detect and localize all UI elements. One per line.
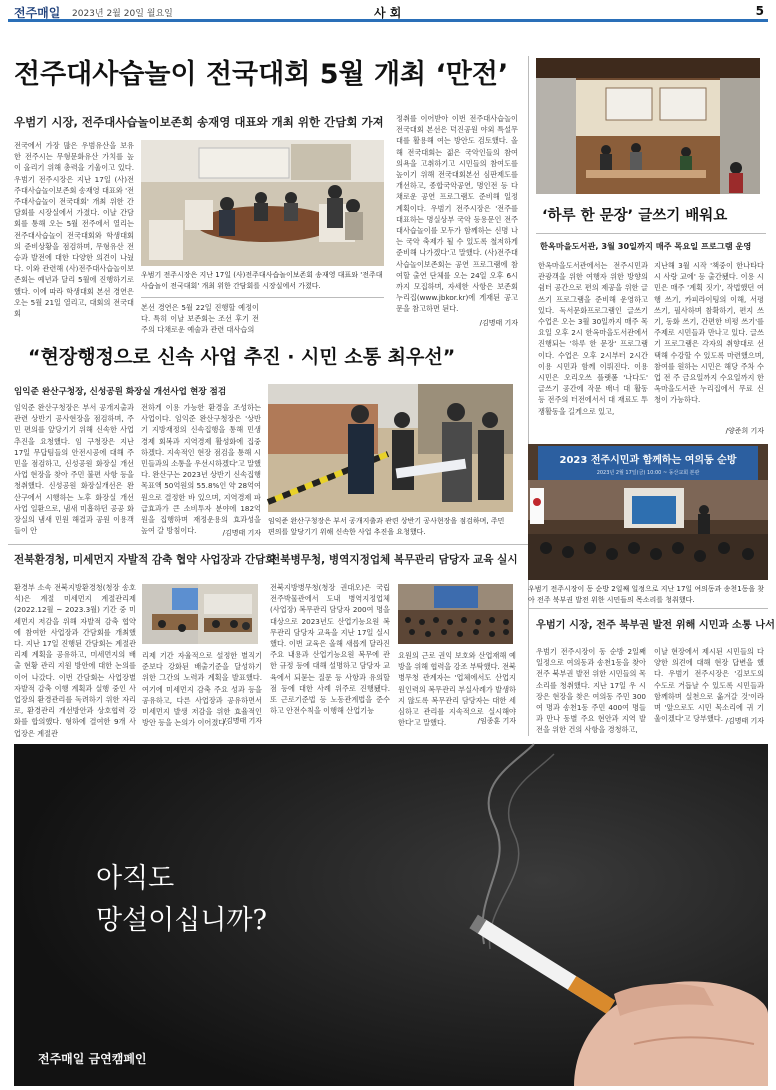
ad-line-1: 아직도 bbox=[96, 863, 175, 894]
samun-col-1: 우범기 전주시장이 동 순방 2일째 일정으로 여의동과 송천1동을 찾아 전주 북부권 발전 위한 시민들의 목소리를 청취했다. 지난 17일 우 시장은 현장을 찾은 여의동 주민 300여 명과 송천1동 주민 400여 명들과 만나 동별 주요 현안과 지역 발전을 위한 건의 사항을 경청하고, bbox=[536, 647, 646, 735]
samun-photo-caption: 우범기 전주시장이 동 순방 2일째 일정으로 지난 17일 여의동과 송천1동을 찾아 전주 북부권 발전 위한 시민들의 목소리를 청취했다. bbox=[528, 585, 765, 604]
samun-banner-title: 2023 전주시민과 함께하는 여의동 순방 bbox=[559, 455, 737, 466]
ad-footer: 전주매일 금연캠페인 bbox=[38, 1052, 147, 1066]
field-photo-caption: 임익준 완산구청장은 부서 공개지출과 관련 상반기 공사현장을 점검하며, 주민 편의를 앞당기기 위해 신속한 사업 추진을 요청했다. bbox=[268, 517, 505, 536]
field-byline: /김명태 기자 bbox=[222, 529, 261, 537]
lead-subhead: 우범기 시장, 전주대사습놀이보존회 송재영 대표와 개최 위한 간담회 가져 bbox=[14, 115, 384, 129]
issue-date: 2023년 2월 20일 월요일 bbox=[72, 9, 173, 19]
field-col-2: 전하게 이용 가능한 환경을 조성하는 사업이다. 임익준 완산구청장은 '상반기 지방재정의 신속집행을 통해 민생경제 회복과 지역경제 활성화에 집중하겠다. 지속적인 현장 점검을 통해 시민들과의 소통을 우선시하겠다'고 말했다. 완산구는 2023년 상반기 신속집행 목표액 50억원의 55.8%인 약 28억여원으로 결정한 바 있으며, 지역경제 파급효과가 큰 소비투자 분야에 182억 원을 집행하며 재정운용의 효과성을 높여 갈 방침이다. bbox=[141, 403, 261, 536]
lead-col-2b bbox=[266, 302, 384, 332]
ad-line-2: 망설이십니까? bbox=[96, 905, 267, 936]
writing-col-1: 한옥마을도서관에서는 전주시민과 관광객을 위한 여행자 위한 방향의 쉼터 공간으로 편의 제공을 위한 글쓰기 프로그램을 준비해 운영하고 있다. 독서문화프로그램인 글쓰기 수업은 오는 3월 30일까지 매주 목요일 오후 2시 한옥마을도서관에서 진행되는 '하루 한 문장' 프로그램이다. 수업은 오후 2시부터 2시간 이용 시민과 함께 이뤄진다. 이용 시민은 오리오쓰 플랫폼 '나다도' 글쓰기 공간에 작문 배너 대 활동 등 전주의 터전에서서 대 재료도 투쟁활동을 길게으로 있고, bbox=[538, 261, 648, 416]
writing-subhead: 한옥마을도서관, 3월 30일까지 매주 목요일 프로그램 운영 bbox=[540, 241, 752, 251]
lead-col-3: 정취를 이어받아 이번 전주대사습놀이 전국대회 본선은 덕진공원 야외 특설무대를 활용해 여는 방안도 검토했다. 올해 전국대회는 젊은 국악인들의 참여 의욕을 고취하기고 시민들의 참여도를 높이기 위해 전국대회본선 심판제도를 개선하고, 종합국악공연, 명인전 등 다채로운 공연 프로그램도 준비해 일정 계획이다. 우범기 전주시장은 '전주를 대표하는 명실상부 국악 등용문인 전주대사습놀이를 모두가 함께하는 신명 나는 국악 축제가 될 수 있도록 철저하게 준비해 나가겠다'고 말했다. (사)전주대사습놀이보존회는 공연 프로그램에 참여할 출연 단체를 오는 24일 오후 6시까지 모집하며, 자세한 사항은 보존회 누리집(www.jbkor.kr)에 게재된 공고문을 참고하면 된다. bbox=[396, 114, 518, 314]
lead-photo bbox=[141, 140, 384, 266]
masthead bbox=[8, 4, 768, 22]
military-photo bbox=[398, 584, 513, 644]
column-rule bbox=[528, 56, 529, 736]
paper-name: 전주매일 bbox=[14, 6, 61, 20]
lead-photo-caption: 우범기 전주시장은 지난 17일 (사)전주대사습놀이보존회 송재영 대표와 '전주대사습놀이 전국대회' 개최 위한 간담회를 시장실에서 가졌다. bbox=[141, 271, 383, 290]
military-col-1: 전북지방병무청(청장 권대오)은 국립전주박물관에서 도내 병역지정업체 (사업장) 복무관리 담당자 200여 명을 대상으로 2023년도 산업기능요원 복무관리 담당자 교육을 지난 17일 실시했다. 이번 교육은 올해 새롭게 달라진 주요 내용과 산업기능요원 복무에 관한 규정 등에 대해 설명하고 담당자 교육에서 되묻는 질문 등 사항과 유의할 점 등에 대한 사례 위주로 진행됐다. 또 근로기준법 등 노동관계법을 준수하고 안전수칙을 이행해 산업기능 bbox=[270, 583, 390, 716]
env-col-2: 리제 기간 자율적으로 설정한 별직기준보다 강화된 배출기준을 달성하기 위한 그간의 노력과 계획을 발표했다. 여기에 미세먼지 감축 주요 성과 등을 공유하고, 다른 사업장과 공유하면서 미세먼지 발생 저감을 위한 효율적인 방안 등을 논의가 이어졌다. bbox=[142, 651, 262, 728]
field-headline: “현장행정으로 신속 사업 추진 · 시민 소통 최우선” bbox=[28, 346, 456, 368]
writing-headline: ‘하루 한 문장’ 글쓰기 배워요 bbox=[542, 208, 728, 224]
samun-col-2: 이날 현장에서 제시된 시민들의 다양한 의견에 대해 현장 답변을 했다. 우범기 전주시장은 '김보도의 수도로 거듭날 수 있도록 시민들과 함께하며 실천으로 옮겨갈 것'이라며 '앞으로도 시민 목소리에 귀 기울이겠다'고 당부했다. bbox=[654, 647, 764, 724]
lead-byline: /김명태 기자 bbox=[479, 319, 518, 327]
env-photo-2 bbox=[198, 584, 258, 644]
field-col-1: 임익준 완산구청장은 부서 공개지출과 관련 상반기 공사현장을 점검하며, 주민 편의를 앞당기기 위해 신속한 사업 추진을 요청했다. 임 구청장은 지난 17일 무답팀들의 안전시공에 대해 주민을 점검하고, 신성공원 화장실 개선사업 현장을 찾아 주민 불편 사항 등을 청취했다. 신성공원 화장실개선은 완산구에서 시행하는 노후 화장실 개선사업 일환으로, 냄새 미흡하던 공공 화장실의 냄새 민원 해결과 공원 이용객들이 안 bbox=[14, 403, 134, 536]
caption-divider bbox=[141, 297, 384, 298]
section-name: 사 회 bbox=[374, 6, 402, 20]
writing-byline: /양준희 기자 bbox=[725, 427, 764, 435]
writing-col-2: 지난해 3월 시작 '책중이 한나타다 시 사랑 교에' 등 출간됐다. 이용 시민은 매주 '계획 짓기', 작법했던 여행 쓰기, 카피라이팅의 이해, 서평 쓰기, 필사하며 참확하기, 편지 쓰기, 동화 쓰기, 간편한 비평 쓰기'를 주제로 시민들과 만나고 있다. 글쓰기 프로그램은 각자의 취향대로 선택해 수강할 수 있도록 마련했으며, 참여를 원하는 시민은 해당 주차 수업 전 주 금요일까지 수요일까지 한옥마을도서관 누리집에서 무료 신청이 가능하다. bbox=[654, 261, 764, 405]
samun-byline: /김명태 기자 bbox=[725, 717, 764, 725]
samun-divider bbox=[528, 608, 768, 609]
lead-col-2: 본선 경연은 5월 22일 진행할 예정이다. 특히 이날 보존회는 조선 후기 전주의 다채로운 예술과 관련 대사습의 bbox=[141, 303, 259, 335]
samun-banner-date: 2023년 2월 17일(금) 10:00 ~ 동산교회 본관 bbox=[596, 470, 700, 476]
military-headline: 전북병무청, 병역지정업체 복무관리 담당자 교육 실시 bbox=[270, 554, 518, 566]
military-col-2: 요원의 근로 권익 보호와 산업재해 예방을 위해 협력을 강조 부탁했다. 전북병무청 관계자는 '업체에서도 산업지원인력의 복무관리 부실사례가 발생하지 않도록 복무관리 담당자는 대한 세심하고 관리를 지속적으로 실시해야 한다'고 말했다. bbox=[398, 651, 516, 728]
samun-photo bbox=[528, 444, 768, 580]
env-byline: /김명태 기자 bbox=[223, 717, 262, 725]
env-headline: 전북환경청, 미세먼지 자발적 감축 협약 사업장과 간담회 bbox=[14, 554, 276, 566]
env-col-1: 환경부 소속 전북지방환경청(청장 송호석)은 계절 미세먼지 계절관리제 (2022.12월 ~ 2023.3월) 기간 중 미세먼지 저감을 위해 자발적 감축 협약에 참여한 사업장과 간담회를 개최했다. 지난 17일 진행된 간담회는 계절관리제 계획을 공유하고, 미세먼지의 배출 현황 관리 지원 방안에 대한 논의를 이어 나갔다. 이번 간담회는 사업장별 자발적 감축 이행 계획과 실행 중인 사업장의 환경관리를 독려하기 위한 자리로, 환경관리 개선방안과 상호협력 강화를 합의했다. 형하에 결여한 9개 사업장은 계절관 bbox=[14, 583, 136, 738]
row-divider bbox=[8, 544, 528, 545]
antismoking-ad bbox=[14, 744, 768, 1086]
field-photo bbox=[268, 384, 513, 512]
page-number: 5 bbox=[755, 4, 764, 18]
samun-headline: 우범기 시장, 전주 북부권 발전 위해 시민과 소통 나서 bbox=[536, 620, 775, 631]
lead-headline: 전주대사습놀이 전국대회 5월 개최 ‘만전’ bbox=[14, 59, 509, 90]
library-photo bbox=[536, 58, 760, 194]
lead-col-1: 전국에서 가장 많은 우범유산을 보유한 전주시는 무형문화유산 가치를 높이 올리기 위해 총력을 기울이고 있다. 우범기 전주시장은 지난 17일 (사)전주대사습놀이보존회 송재영 대표와 '전주대사습놀이 전국대회' 개최 위한 간담회를 시장실에서 가졌다. 이날 간담회를 통해 오는 5월 전주에서 열리는 전주대사습놀이 전국대회와 학생대회의 준비상황을 점검하며, 무형유산 전승과 발전에 대한 다양한 의견이 나눴다. 이와 관련해 (사)전주대사습놀이보존회는 예년과 달리 5월에 진행하기로 했다. 이에 따라 학생대회 본선 경연은 오는 5월 21일 열리고, 대회의 전국대회 bbox=[14, 141, 134, 319]
writing-divider bbox=[536, 233, 766, 234]
field-subhead: 임익준 완산구청장, 신성공원 화장실 개선사업 현장 점검 bbox=[14, 387, 227, 397]
military-byline: /임종훈 기자 bbox=[477, 717, 516, 725]
